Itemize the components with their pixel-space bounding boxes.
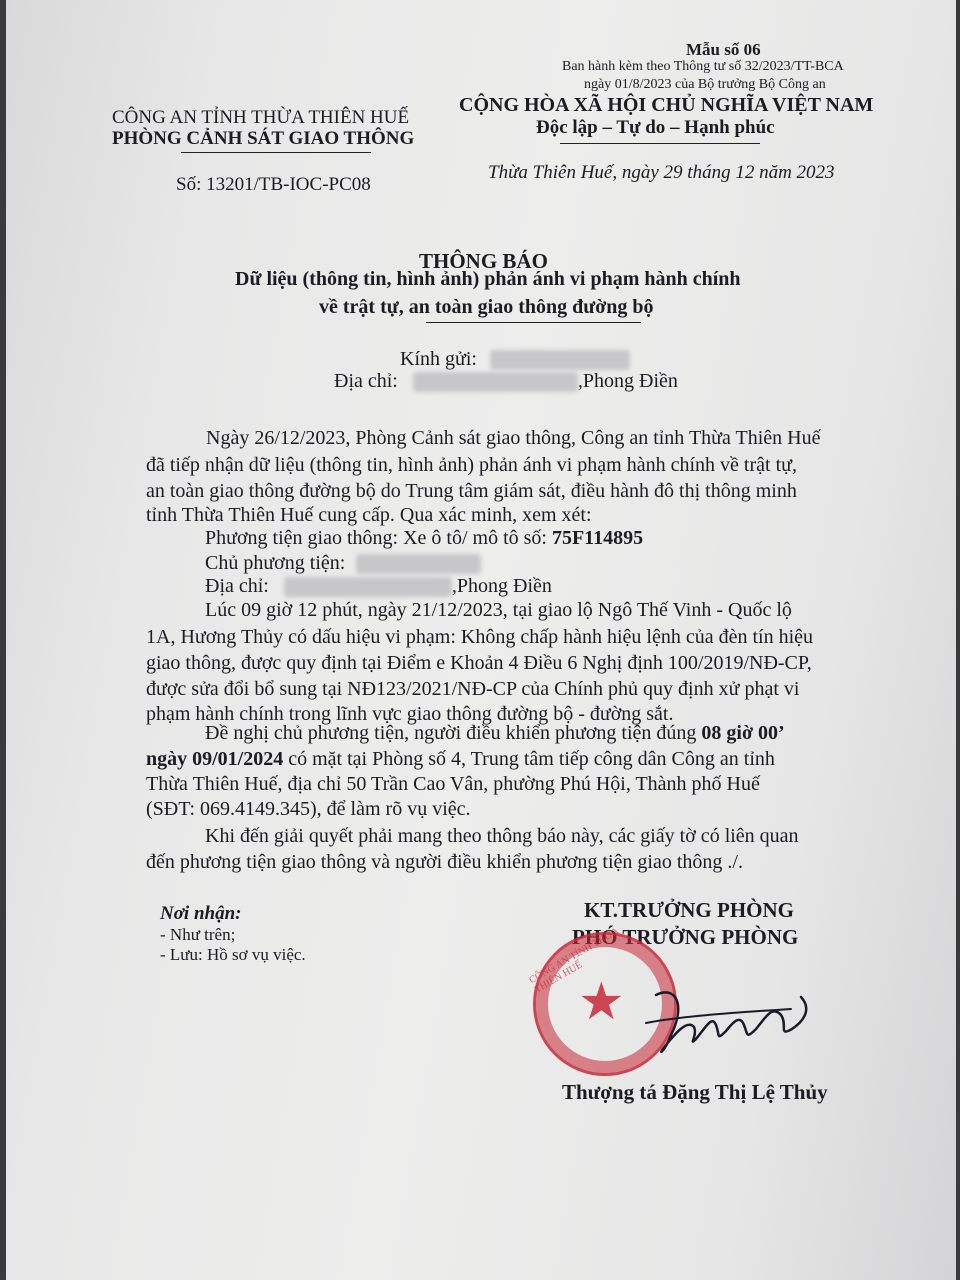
body-p3-line4: (SĐT: 069.4149.345), để làm rõ vụ việc. (146, 798, 471, 820)
document-number: Số: 13201/TB-IOC-PC08 (176, 174, 371, 195)
owner-address-label: Địa chỉ: (205, 575, 269, 597)
body-p2-line2: 1A, Hương Thủy có dấu hiệu vi phạm: Không chấp hành hiệu lệnh của đèn tín hiệu (146, 626, 814, 648)
body-p1-line3: an toàn giao thông đường bộ do Trung tâm giám sát, điều hành đô thị thông minh (146, 480, 797, 502)
star-icon: ★ (578, 974, 625, 1031)
owner-address-line (205, 573, 552, 600)
redacted-owner-name (356, 554, 481, 574)
body-p3-line2 (146, 746, 775, 773)
appointment-date: ngày 09/01/2024 (146, 748, 284, 770)
vehicle-line (205, 525, 643, 552)
body-p2-line1: Lúc 09 giờ 12 phút, ngày 21/12/2023, tại giao lộ Ngô Thế Vinh - Quốc lộ (205, 599, 792, 621)
motto-underline (560, 143, 760, 144)
body-p1-line1: Ngày 26/12/2023, Phòng Cảnh sát giao thông, Công an tỉnh Thừa Thiên Huế (206, 427, 821, 449)
vehicle-label: Phương tiện giao thông: Xe ô tô/ mô tô số: (205, 527, 552, 549)
body-p4-line2: đến phương tiện giao thông và người điều khiển phương tiện giao thông ./. (146, 851, 743, 873)
owner-label: Chủ phương tiện: (205, 552, 346, 574)
notice-subtitle-2: về trật tự, an toàn giao thông đường bộ (319, 296, 654, 318)
body-p3-line1 (205, 720, 785, 747)
document-page (6, 0, 956, 1280)
recipient-address-line (334, 370, 678, 393)
recipient-line (400, 348, 630, 371)
redacted-recipient-name (490, 350, 630, 370)
agency-parent: CÔNG AN TỈNH THỪA THIÊN HUẾ (112, 107, 410, 128)
body-p2-line5: phạm hành chính trong lĩnh vực giao thông đường bộ - đường sắt. (146, 703, 674, 725)
body-p3-line1-text: Đề nghị chủ phương tiện, người điều khiển phương tiện đúng (205, 722, 702, 744)
signer-title-1: KT.TRƯỞNG PHÒNG (584, 898, 794, 922)
recipients-label: Nơi nhận: (160, 903, 242, 924)
body-p2-line4: được sửa đổi bổ sung tại NĐ123/2021/NĐ-CP của Chính phủ quy định xử phạt vi (146, 678, 800, 700)
body-p3-line2-text: có mặt tại Phòng số 4, Trung tâm tiếp công dân Công an tỉnh (283, 748, 775, 770)
recipient-address-label: Địa chỉ: (334, 370, 398, 392)
agency-name: PHÒNG CẢNH SÁT GIAO THÔNG (112, 128, 415, 149)
title-underline (426, 322, 641, 323)
motto: Độc lập – Tự do – Hạnh phúc (536, 117, 775, 138)
signer-name: Thượng tá Đặng Thị Lệ Thủy (562, 1080, 828, 1104)
recipient-address-suffix: ,Phong Điền (577, 370, 678, 392)
body-p3-line3: Thừa Thiên Huế, địa chỉ 50 Trần Cao Vân, phường Phú Hội, Thành phố Huế (146, 773, 760, 795)
appointment-time: 08 giờ 00’ (701, 722, 785, 744)
recipients-item-2: - Lưu: Hồ sơ vụ việc. (160, 945, 306, 964)
body-p1-line2: đã tiếp nhận dữ liệu (thông tin, hình ảnh) phản ánh vi phạm hành chính về trật tự, (146, 454, 797, 476)
republic-title: CỘNG HÒA XÃ HỘI CHỦ NGHĨA VIỆT NAM (459, 94, 874, 116)
body-p4-line1: Khi đến giải quyết phải mang theo thông báo này, các giấy tờ có liên quan (205, 825, 799, 847)
signer-title-2: PHÓ TRƯỞNG PHÒNG (572, 925, 799, 949)
license-plate: 75F114895 (551, 527, 644, 549)
seal-text: CÔNG AN TỈNH THỪA THIÊN HUẾ (527, 926, 621, 996)
recipients-item-1: - Như trên; (160, 925, 236, 944)
agency-underline (181, 152, 371, 153)
form-number: Mẫu số 06 (686, 40, 761, 59)
handwritten-signature (616, 975, 826, 1070)
body-p2-line3: giao thông, được quy định tại Điểm e Khoản 4 Điều 6 Nghị định 100/2019/NĐ-CP, (146, 652, 812, 674)
place-date: Thừa Thiên Huế, ngày 29 tháng 12 năm 2023 (488, 162, 835, 183)
redacted-owner-address (284, 577, 452, 597)
redacted-recipient-address (413, 372, 578, 392)
form-line-2: ngày 01/8/2023 của Bộ trưởng Bộ Công an (584, 77, 826, 92)
form-line-1: Ban hành kèm theo Thông tư số 32/2023/TT-BCA (562, 59, 844, 74)
notice-subtitle-1: Dữ liệu (thông tin, hình ảnh) phản ánh vi phạm hành chính (235, 268, 741, 290)
recipient-label: Kính gửi: (400, 348, 477, 370)
notice-title: THÔNG BÁO (419, 249, 548, 273)
body-p1-line4: tỉnh Thừa Thiên Huế cung cấp. Qua xác minh, xem xét: (146, 504, 592, 526)
owner-address-suffix: ,Phong Điền (451, 575, 552, 597)
